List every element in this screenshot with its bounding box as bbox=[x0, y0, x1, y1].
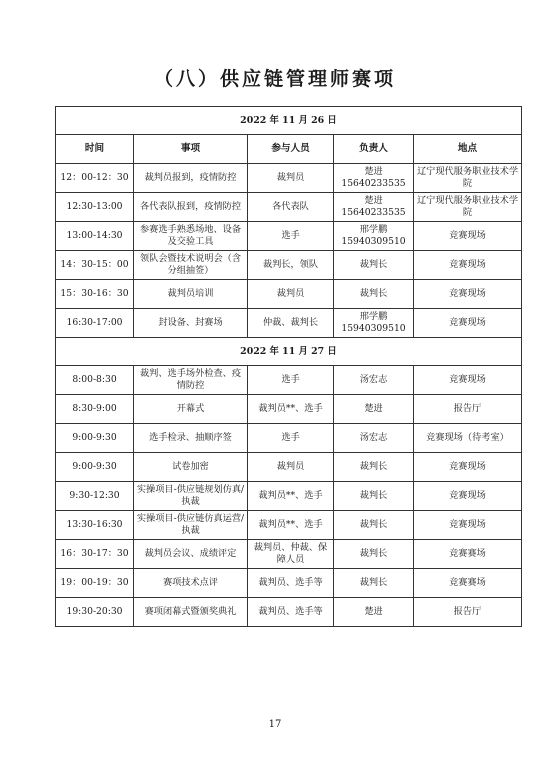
cell-participants: 裁判员、选手等 bbox=[248, 569, 334, 598]
day-date: 2022 年 11 月 26 日 bbox=[56, 107, 522, 135]
table-row bbox=[56, 193, 522, 222]
cell-owner: 裁判长 bbox=[334, 453, 414, 482]
column-header-row bbox=[56, 135, 522, 164]
cell-location: 竞赛赛场 bbox=[414, 569, 522, 598]
cell-time: 19:30-20:30 bbox=[56, 598, 134, 627]
table-row bbox=[56, 424, 522, 453]
cell-item: 领队会暨技术说明会（含分组抽签） bbox=[134, 251, 248, 280]
cell-location: 竞赛现场 bbox=[414, 366, 522, 395]
cell-location: 竞赛现场 bbox=[414, 511, 522, 540]
column-header-item: 事项 bbox=[134, 135, 248, 164]
cell-time: 13:30-16:30 bbox=[56, 511, 134, 540]
table-row bbox=[56, 598, 522, 627]
table-row bbox=[56, 222, 522, 251]
cell-location: 竞赛现场 bbox=[414, 222, 522, 251]
cell-item: 赛项技术点评 bbox=[134, 569, 248, 598]
cell-participants: 裁判员**、选手 bbox=[248, 511, 334, 540]
cell-time: 9:30-12:30 bbox=[56, 482, 134, 511]
cell-participants: 裁判员 bbox=[248, 453, 334, 482]
cell-location: 竞赛现场 bbox=[414, 251, 522, 280]
cell-time: 16：30-17：30 bbox=[56, 540, 134, 569]
cell-time: 13:00-14:30 bbox=[56, 222, 134, 251]
cell-time: 12:30-13:00 bbox=[56, 193, 134, 222]
cell-owner: 裁判长 bbox=[334, 280, 414, 309]
cell-owner: 裁判长 bbox=[334, 569, 414, 598]
cell-owner: 裁判长 bbox=[334, 511, 414, 540]
cell-participants: 选手 bbox=[248, 366, 334, 395]
cell-time: 8:30-9:00 bbox=[56, 395, 134, 424]
schedule-body bbox=[56, 107, 522, 627]
cell-owner: 裁判长 bbox=[334, 540, 414, 569]
cell-participants: 裁判员、仲裁、保障人员 bbox=[248, 540, 334, 569]
cell-owner: 楚进 15640233535 bbox=[334, 164, 414, 193]
cell-location: 竞赛现场 bbox=[414, 309, 522, 338]
table-row bbox=[56, 280, 522, 309]
cell-item: 封设备、封赛场 bbox=[134, 309, 248, 338]
day-date: 2022 年 11 月 27 日 bbox=[56, 338, 522, 366]
cell-participants: 裁判员**、选手 bbox=[248, 482, 334, 511]
cell-item: 裁判员报到，疫情防控 bbox=[134, 164, 248, 193]
cell-participants: 裁判员**、选手 bbox=[248, 395, 334, 424]
cell-location: 竞赛现场（待考室） bbox=[414, 424, 522, 453]
cell-owner: 汤宏志 bbox=[334, 366, 414, 395]
cell-participants: 仲裁、裁判长 bbox=[248, 309, 334, 338]
cell-time: 9:00-9:30 bbox=[56, 453, 134, 482]
cell-location: 竞赛现场 bbox=[414, 453, 522, 482]
cell-time: 19：00-19：30 bbox=[56, 569, 134, 598]
cell-item: 实操项目-供应链仿真运营/执裁 bbox=[134, 511, 248, 540]
cell-participants: 裁判员、选手等 bbox=[248, 598, 334, 627]
table-row bbox=[56, 540, 522, 569]
cell-time: 16:30-17:00 bbox=[56, 309, 134, 338]
cell-time: 15：30-16：30 bbox=[56, 280, 134, 309]
day-header-row bbox=[56, 107, 522, 135]
cell-owner: 汤宏志 bbox=[334, 424, 414, 453]
cell-location: 竞赛现场 bbox=[414, 280, 522, 309]
cell-location: 竞赛赛场 bbox=[414, 540, 522, 569]
table-row bbox=[56, 511, 522, 540]
cell-item: 裁判、选手场外检查、疫情防控 bbox=[134, 366, 248, 395]
cell-participants: 裁判员 bbox=[248, 280, 334, 309]
column-header-participants: 参与人员 bbox=[248, 135, 334, 164]
cell-item: 各代表队报到，疫情防控 bbox=[134, 193, 248, 222]
cell-location: 报告厅 bbox=[414, 395, 522, 424]
table-row bbox=[56, 395, 522, 424]
schedule-table bbox=[55, 106, 522, 627]
cell-item: 实操项目-供应链规划仿真/执裁 bbox=[134, 482, 248, 511]
cell-owner: 邢学鹏 15940309510 bbox=[334, 309, 414, 338]
cell-time: 14：30-15：00 bbox=[56, 251, 134, 280]
table-row bbox=[56, 366, 522, 395]
table-row bbox=[56, 453, 522, 482]
cell-participants: 裁判员 bbox=[248, 164, 334, 193]
cell-owner: 裁判长 bbox=[334, 482, 414, 511]
page-number: 17 bbox=[268, 719, 282, 730]
day-header-row bbox=[56, 338, 522, 366]
cell-item: 开幕式 bbox=[134, 395, 248, 424]
table-row bbox=[56, 251, 522, 280]
cell-location: 辽宁现代服务职业技术学院 bbox=[414, 164, 522, 193]
cell-time: 8:00-8:30 bbox=[56, 366, 134, 395]
table-row bbox=[56, 482, 522, 511]
page-title: （八）供应链管理师赛项 bbox=[153, 68, 396, 90]
cell-item: 选手检录、抽顺序签 bbox=[134, 424, 248, 453]
cell-owner: 楚进 bbox=[334, 395, 414, 424]
cell-participants: 裁判长，领队 bbox=[248, 251, 334, 280]
cell-participants: 选手 bbox=[248, 222, 334, 251]
cell-time: 9:00-9:30 bbox=[56, 424, 134, 453]
cell-participants: 各代表队 bbox=[248, 193, 334, 222]
cell-owner: 邢学鹏 15940309510 bbox=[334, 222, 414, 251]
cell-time: 12：00-12：30 bbox=[56, 164, 134, 193]
cell-location: 竞赛现场 bbox=[414, 482, 522, 511]
cell-item: 赛项闭幕式暨颁奖典礼 bbox=[134, 598, 248, 627]
table-row bbox=[56, 164, 522, 193]
cell-location: 报告厅 bbox=[414, 598, 522, 627]
column-header-owner: 负责人 bbox=[334, 135, 414, 164]
cell-location: 辽宁现代服务职业技术学院 bbox=[414, 193, 522, 222]
cell-owner: 楚进 15640233535 bbox=[334, 193, 414, 222]
cell-item: 试卷加密 bbox=[134, 453, 248, 482]
cell-participants: 选手 bbox=[248, 424, 334, 453]
column-header-time: 时间 bbox=[56, 135, 134, 164]
table-row bbox=[56, 309, 522, 338]
column-header-location: 地点 bbox=[414, 135, 522, 164]
cell-item: 裁判员培训 bbox=[134, 280, 248, 309]
cell-owner: 裁判长 bbox=[334, 251, 414, 280]
cell-item: 裁判员会议、成绩评定 bbox=[134, 540, 248, 569]
table-row bbox=[56, 569, 522, 598]
cell-item: 参赛选手熟悉场地、设备及交验工具 bbox=[134, 222, 248, 251]
cell-owner: 楚进 bbox=[334, 598, 414, 627]
